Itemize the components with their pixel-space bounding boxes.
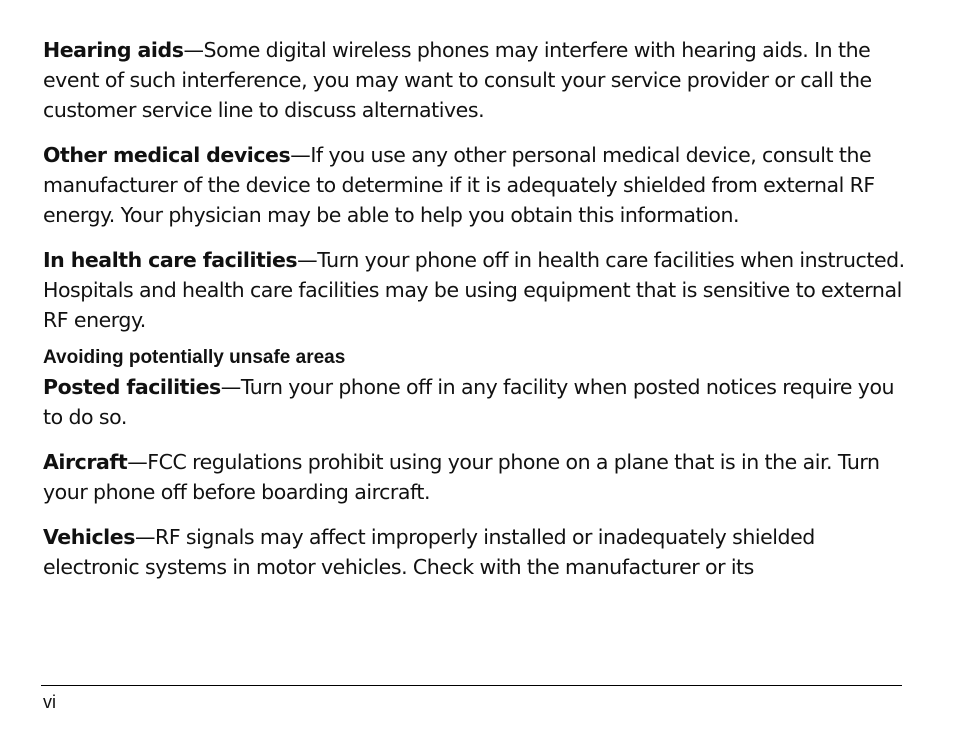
footer-divider xyxy=(41,685,902,686)
term-health-care-facilities: In health care facilities xyxy=(43,248,298,272)
paragraph-hearing-aids xyxy=(43,35,913,125)
term-vehicles: Vehicles xyxy=(43,525,135,549)
paragraph-other-medical-devices xyxy=(43,140,913,230)
paragraph-posted-facilities xyxy=(43,372,913,432)
text-health-care-facilities: —Turn your phone off in health care facilities when instructed. Hospitals and health care facilities may be using equipment that is sensitive to external RF energy. xyxy=(43,248,905,332)
paragraph-vehicles xyxy=(43,522,913,582)
text-other-medical-devices: —If you use any other personal medical device, consult the manufacturer of the device to determine if it is adequately shielded from external RF energy. Your physician may be able to help you obtain this information. xyxy=(43,143,875,227)
term-posted-facilities: Posted facilities xyxy=(43,375,221,399)
paragraph-aircraft xyxy=(43,447,913,507)
text-hearing-aids: —Some digital wireless phones may interfere with hearing aids. In the event of such interference, you may want to consult your service provider or call the customer service line to discuss alternatives. xyxy=(43,38,872,122)
section-heading: Avoiding potentially unsafe areas xyxy=(43,347,346,368)
term-aircraft: Aircraft xyxy=(43,450,128,474)
text-vehicles: —RF signals may affect improperly installed or inadequately shielded electronic systems in motor vehicles. Check with the manufacturer or its xyxy=(43,525,815,579)
term-other-medical-devices: Other medical devices xyxy=(43,143,291,167)
paragraph-health-care-facilities xyxy=(43,245,913,335)
text-aircraft: —FCC regulations prohibit using your phone on a plane that is in the air. Turn your phone off before boarding aircraft. xyxy=(43,450,880,504)
text-posted-facilities: —Turn your phone off in any facility when posted notices require you to do so. xyxy=(43,375,895,429)
page-body xyxy=(43,35,913,597)
term-hearing-aids: Hearing aids xyxy=(43,38,184,62)
page-number: vi xyxy=(43,692,56,712)
